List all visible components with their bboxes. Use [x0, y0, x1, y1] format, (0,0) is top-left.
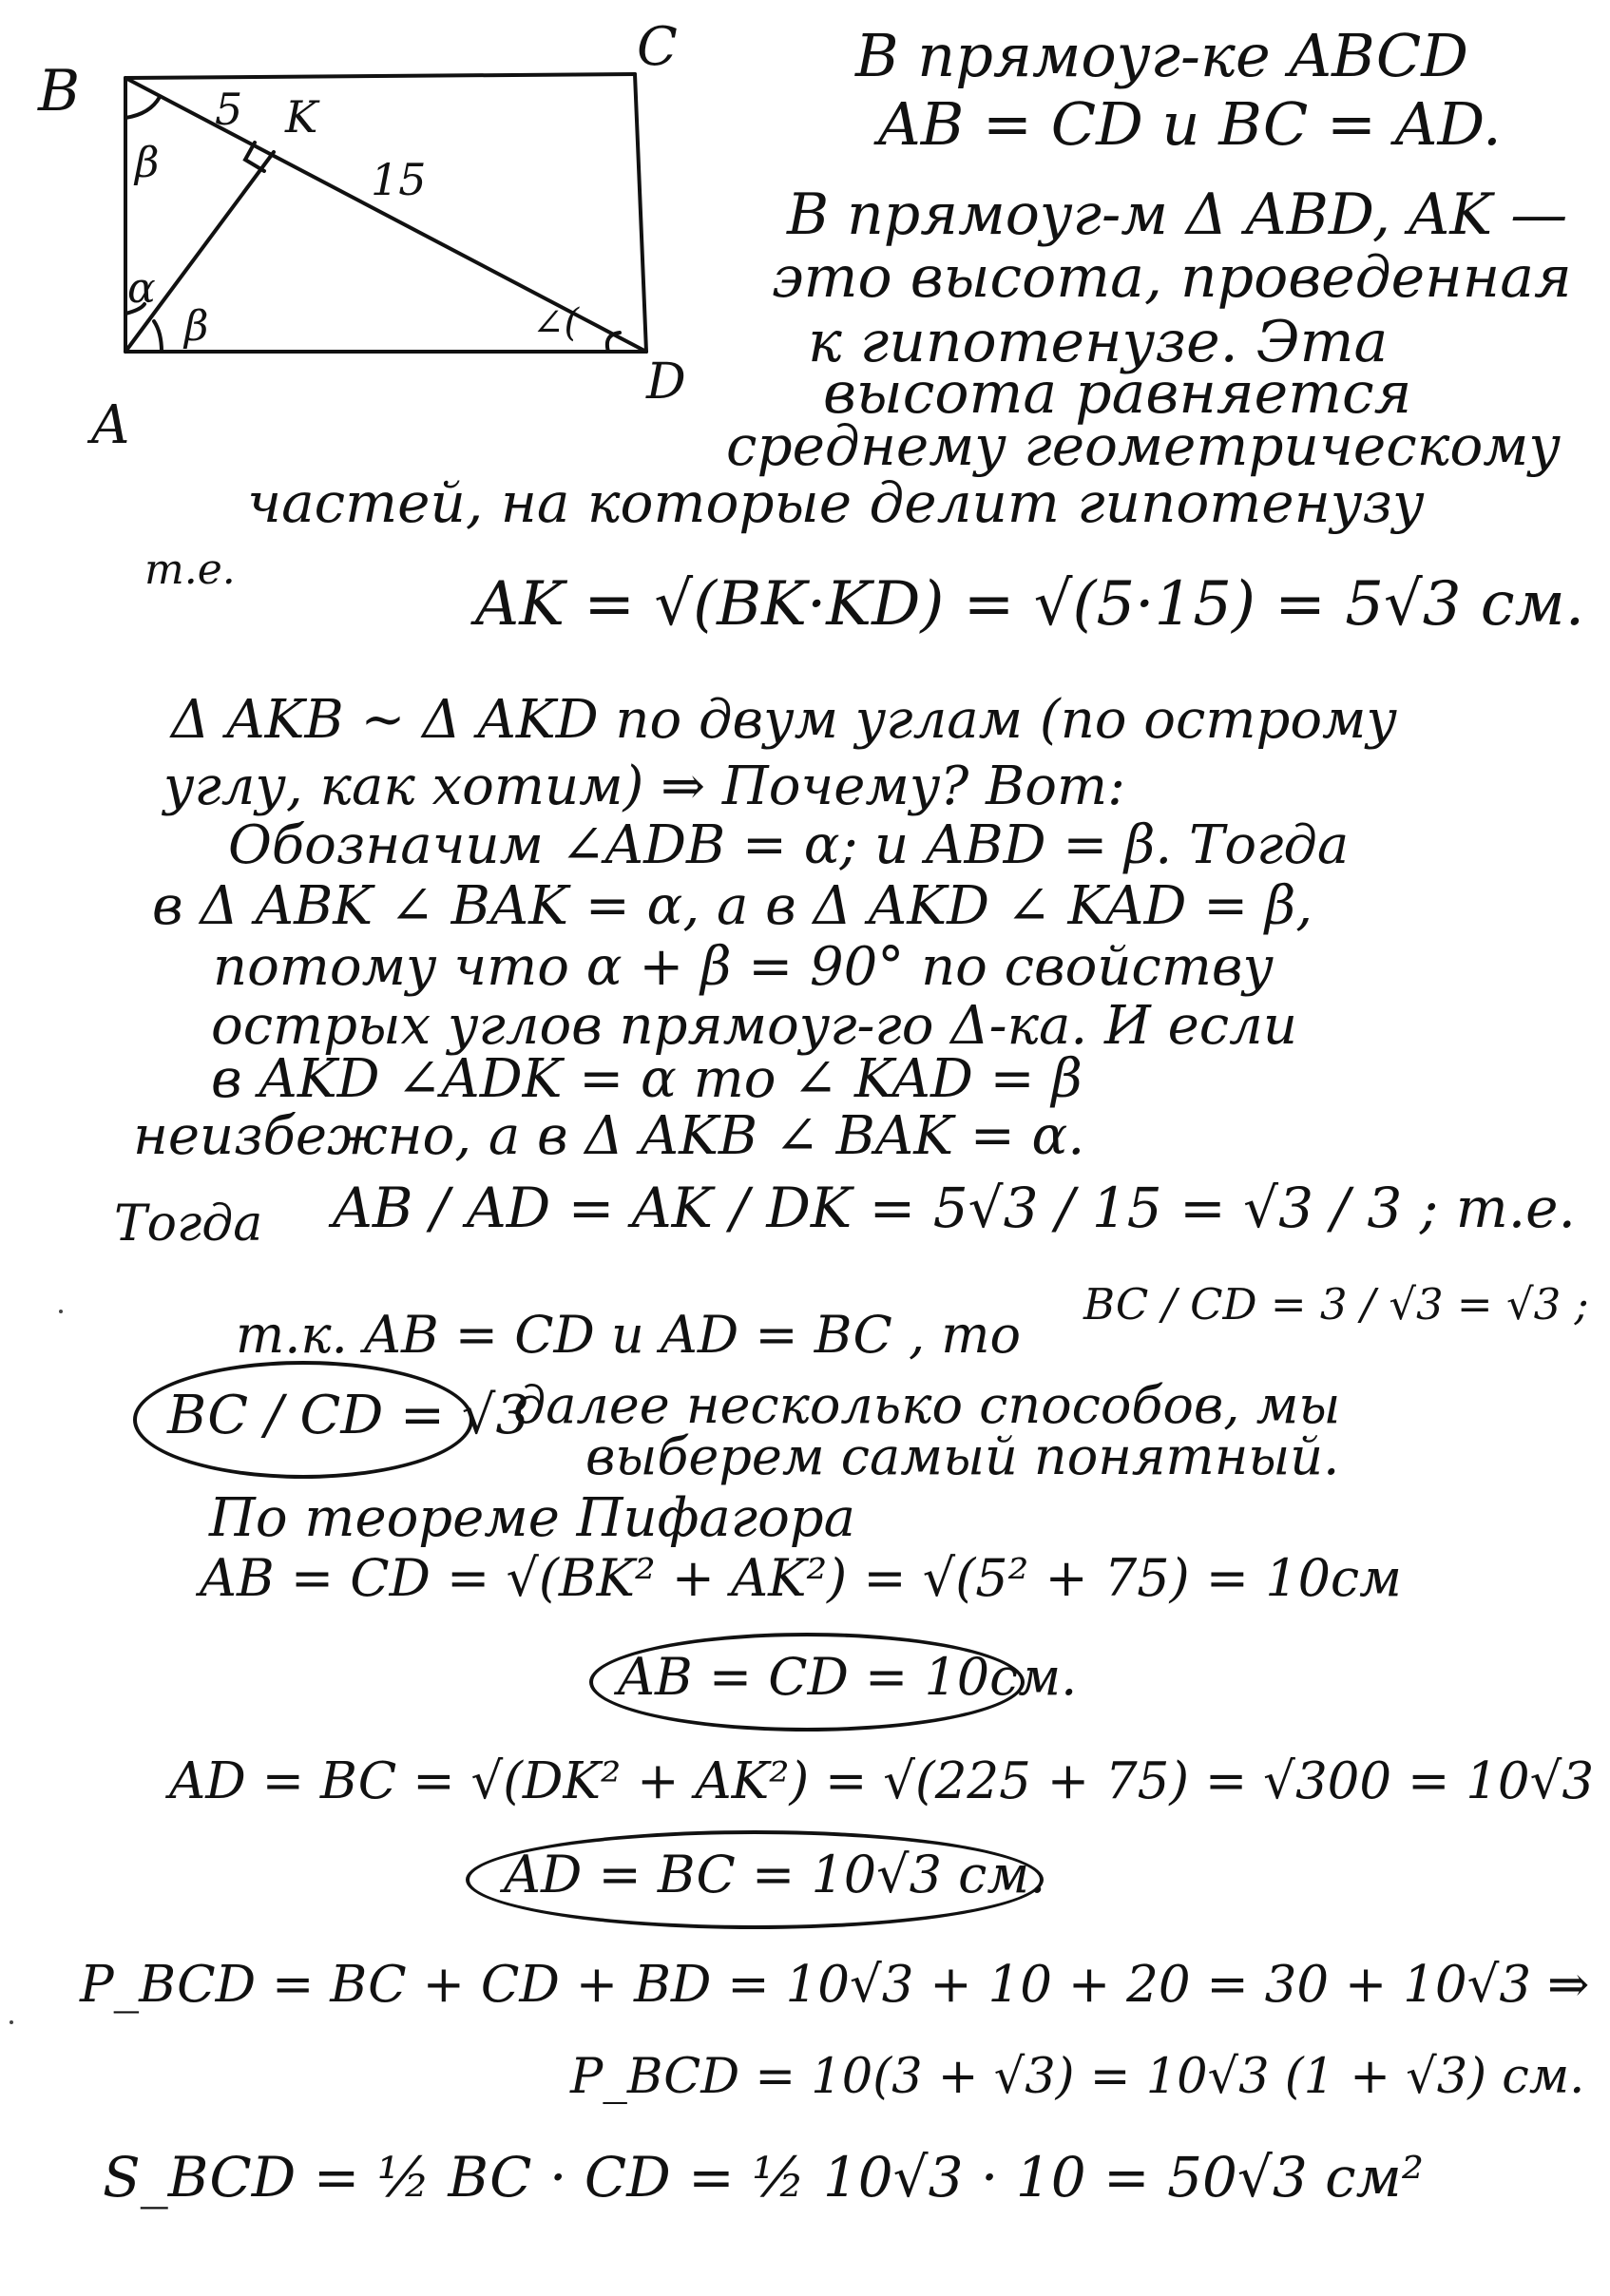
vertex-a: A: [91, 394, 130, 456]
vertex-c: C: [637, 16, 678, 78]
line-1: В прямоуг-ке ABCD: [855, 21, 1468, 90]
line-12: углу, как хотим) ⇒ Почему? Вот:: [163, 756, 1125, 817]
label-bk: 5: [215, 84, 243, 135]
line-29: AD = BC = √(DK² + AK²) = √(225 + 75) = √300 = 10√3: [169, 1752, 1595, 1810]
scan-speck: [10, 2020, 13, 2024]
line-19: Тогда: [114, 1196, 263, 1253]
line-3: В прямоуг-м Δ ABD, AK —: [787, 182, 1568, 248]
line-28: AB = CD = 10см.: [618, 1647, 1078, 1707]
line-18: неизбежно, а в Δ AKB ∠ BAK = α.: [133, 1105, 1085, 1167]
line-33: S_BCD = ½ BC · CD = ½ 10√3 · 10 = 50√3 см²: [103, 2145, 1424, 2210]
vertex-b: B: [38, 58, 81, 124]
line-25: выберем самый понятный.: [585, 1426, 1340, 1486]
line-27: AB = CD = √(BK² + AK²) = √(5² + 75) = 10см: [200, 1548, 1402, 1608]
line-16: острых углов прямоуг-го Δ-ка. И если: [211, 995, 1297, 1057]
line-30: AD = BC = 10√3 см.: [504, 1845, 1046, 1904]
line-10: AK = √(BK·KD) = √(5·15) = 5√3 см.: [475, 569, 1585, 640]
line-21: т.к. AB = CD и AD = BC , то: [236, 1305, 1022, 1365]
line-17: в AKD ∠ADK = α то ∠ KAD = β: [211, 1048, 1083, 1110]
line-15: потому что α + β = 90° по свойству: [213, 936, 1274, 998]
line-32: P_BCD = 10(3 + √3) = 10√3 (1 + √3) см.: [570, 2049, 1585, 2105]
label-kd: 15: [371, 154, 427, 205]
angle-label-beta: β: [184, 302, 209, 351]
line-5: к гипотенузе. Эта: [808, 309, 1389, 375]
line-8: частей, на которые делит гипотенузу: [247, 470, 1425, 535]
line-6: высота равняется: [823, 360, 1412, 427]
line-24: далее несколько способов, мы: [513, 1375, 1341, 1435]
line-13: Обозначим ∠ADB = α; и ABD = β. Тогда: [228, 814, 1350, 876]
line-9: т.е.: [144, 545, 236, 594]
line-31: P_BCD = BC + CD + BD = 10√3 + 10 + 20 = 30 + 10√3 ⇒: [80, 1956, 1590, 2014]
line-22: BC / CD = 3 / √3 = √3 ;: [1083, 1279, 1589, 1330]
line-2: AB = CD и BC = AD.: [878, 89, 1502, 159]
point-k: K: [285, 91, 318, 143]
angle-label-b: β: [135, 139, 160, 187]
line-23: BC / CD = √3: [167, 1385, 530, 1446]
line-20: AB / AD = AK / DK = 5√3 / 15 = √3 / 3 ; т.е.: [333, 1176, 1576, 1240]
line-14: в Δ ABK ∠ BAK = α, а в Δ AKD ∠ KAD = β,: [152, 875, 1313, 937]
angle-label-alpha: α: [127, 264, 156, 313]
angle-arc-b: [125, 97, 160, 118]
scan-speck: [59, 1310, 63, 1313]
side-bc: [125, 74, 635, 78]
vertex-d: D: [646, 354, 686, 411]
line-7: среднему геометрическому: [726, 413, 1562, 478]
angle-arc-a-right: [154, 321, 162, 352]
angle-label-d: ∠(: [532, 301, 580, 345]
side-cd: [635, 74, 646, 352]
line-26: По теореме Пифагора: [209, 1487, 856, 1549]
line-11: Δ AKB ~ Δ AKD по двум углам (по острому: [171, 689, 1397, 751]
line-4: это высота, проведенная: [772, 244, 1572, 311]
